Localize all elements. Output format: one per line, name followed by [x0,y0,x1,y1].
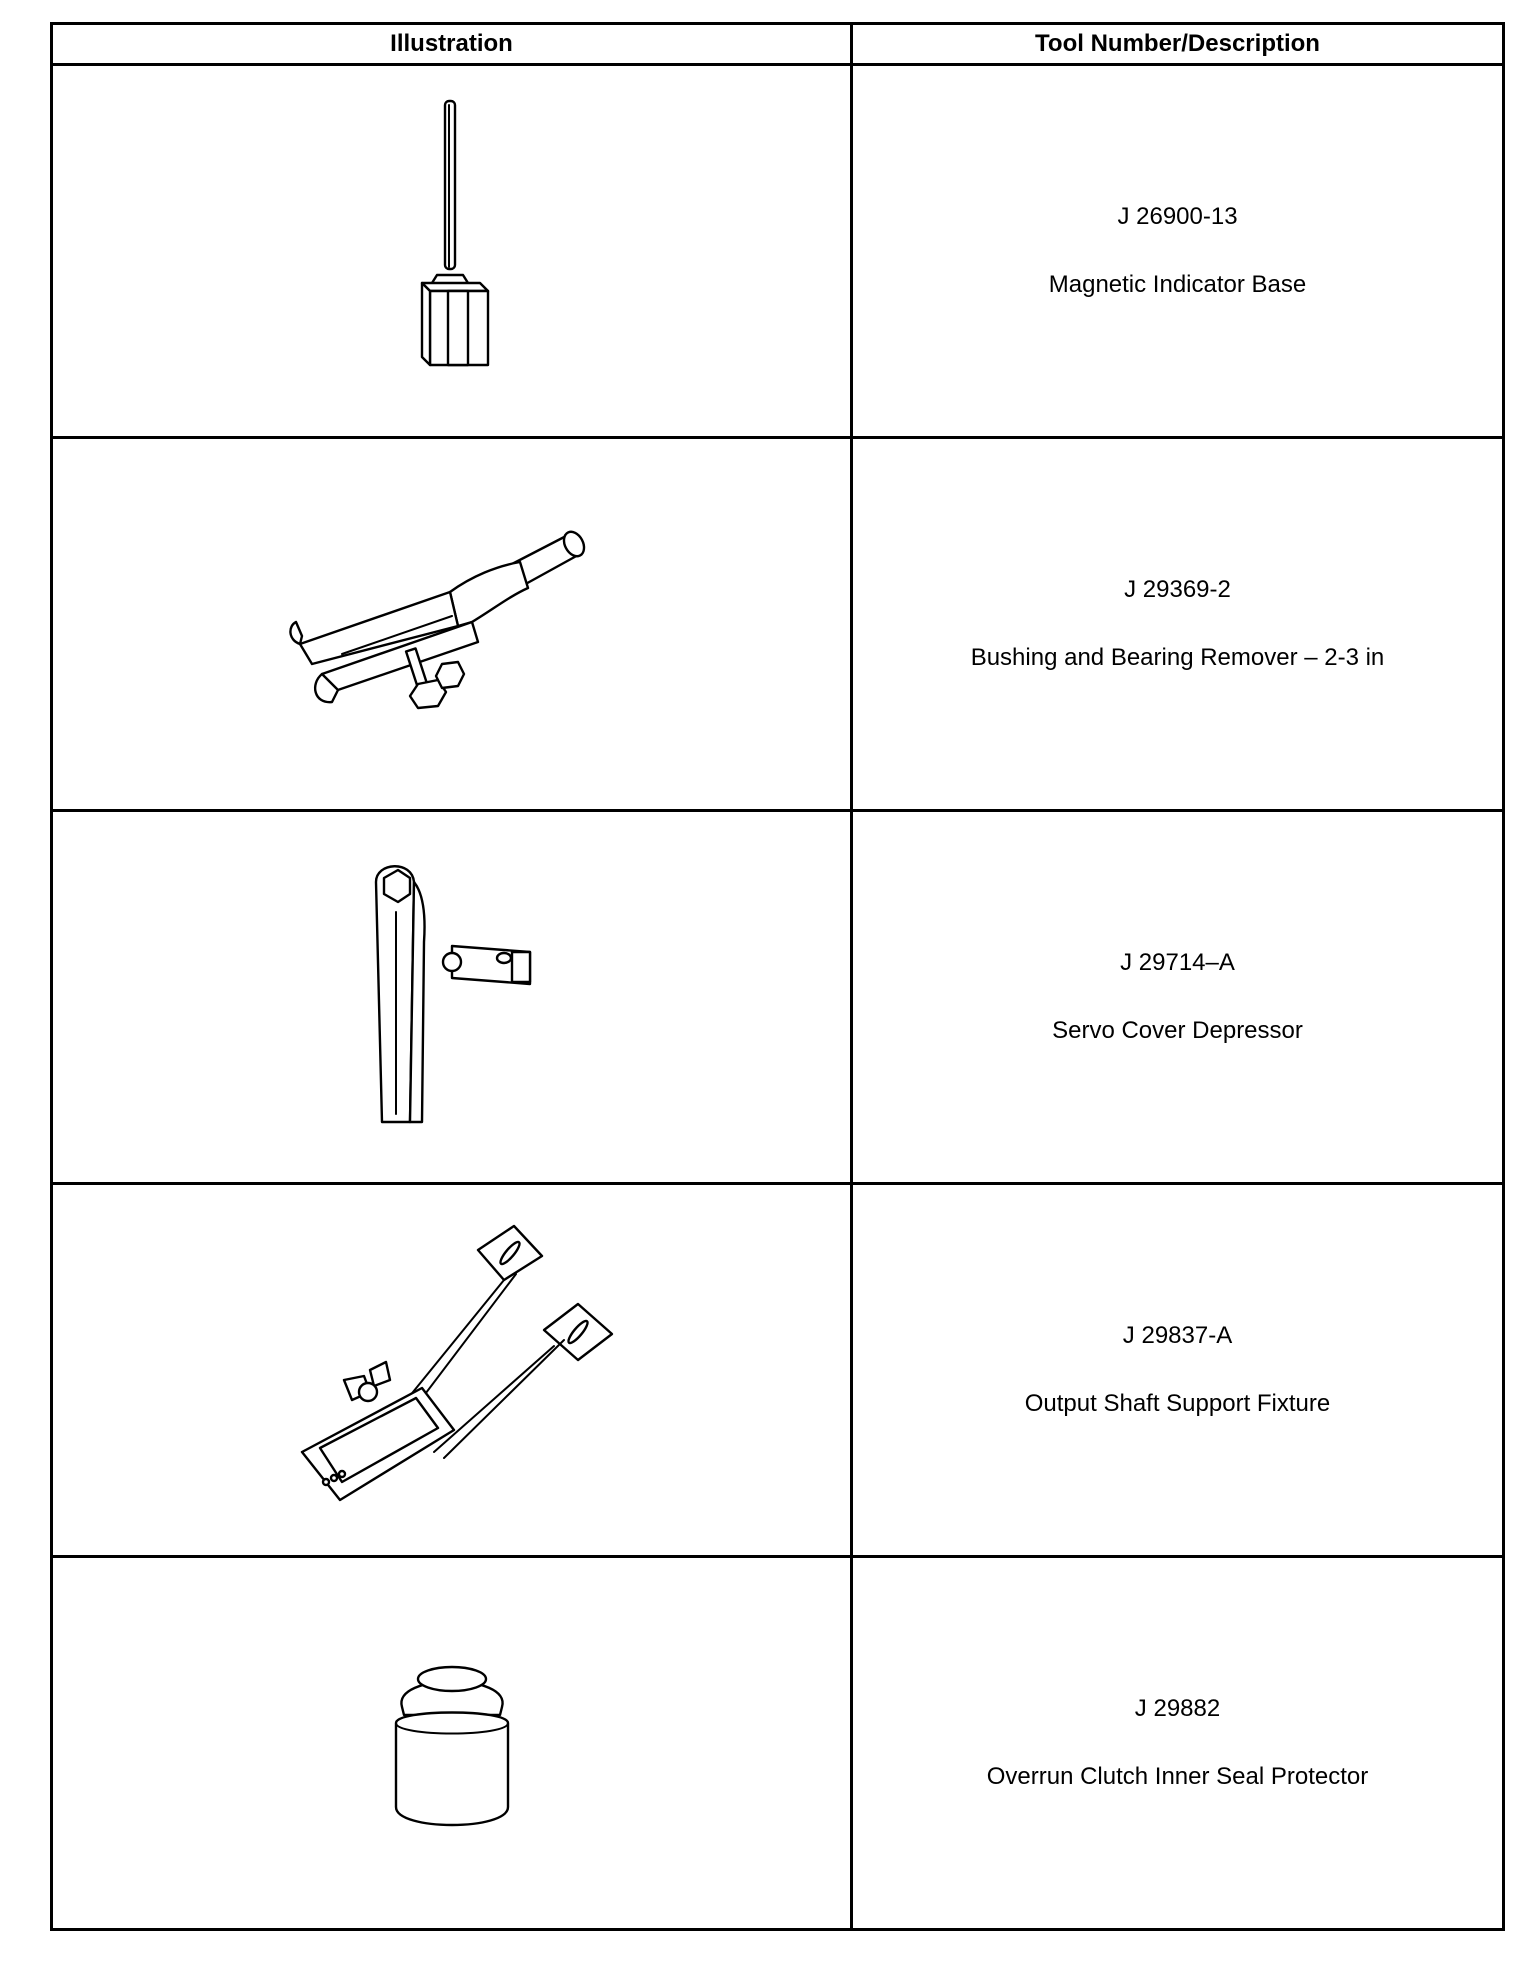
output-shaft-support-fixture-icon [282,1220,622,1520]
tool-cell [852,1557,1504,1930]
table-row [52,65,1504,438]
tool-cell [852,65,1504,438]
overrun-clutch-seal-protector-icon [382,1653,522,1833]
illustration-cell [52,1557,852,1930]
bushing-bearing-remover-icon [282,514,622,734]
tool-description: Overrun Clutch Inner Seal Protector [986,1763,1369,1790]
magnetic-indicator-base-icon [352,91,552,411]
tool-cell [852,438,1504,811]
table-row [52,811,1504,1184]
tool-table [50,22,1505,1931]
illustration-cell [52,65,852,438]
table-row [52,1184,1504,1557]
illustration-cell [52,811,852,1184]
tool-number: J 29369-2 [1124,576,1231,603]
servo-cover-depressor-icon [352,852,552,1142]
tool-number: J 29714–A [1120,949,1235,976]
tool-description: Output Shaft Support Fixture [1024,1390,1331,1417]
tool-number: J 29837-A [1122,1322,1233,1349]
tool-description: Magnetic Indicator Base [1048,271,1307,298]
tool-description: Servo Cover Depressor [1052,1017,1303,1044]
header-illustration: Illustration [52,24,852,65]
tool-number: J 26900-13 [1117,203,1238,230]
tool-cell [852,811,1504,1184]
header-tool-number-description: Tool Number/Description [852,24,1504,65]
illustration-cell [52,438,852,811]
table-row [52,1557,1504,1930]
illustration-cell [52,1184,852,1557]
table-row [52,438,1504,811]
header-row [52,24,1504,65]
tool-description: Bushing and Bearing Remover – 2-3 in [970,644,1385,671]
tool-number: J 29882 [1134,1695,1221,1722]
tool-cell [852,1184,1504,1557]
